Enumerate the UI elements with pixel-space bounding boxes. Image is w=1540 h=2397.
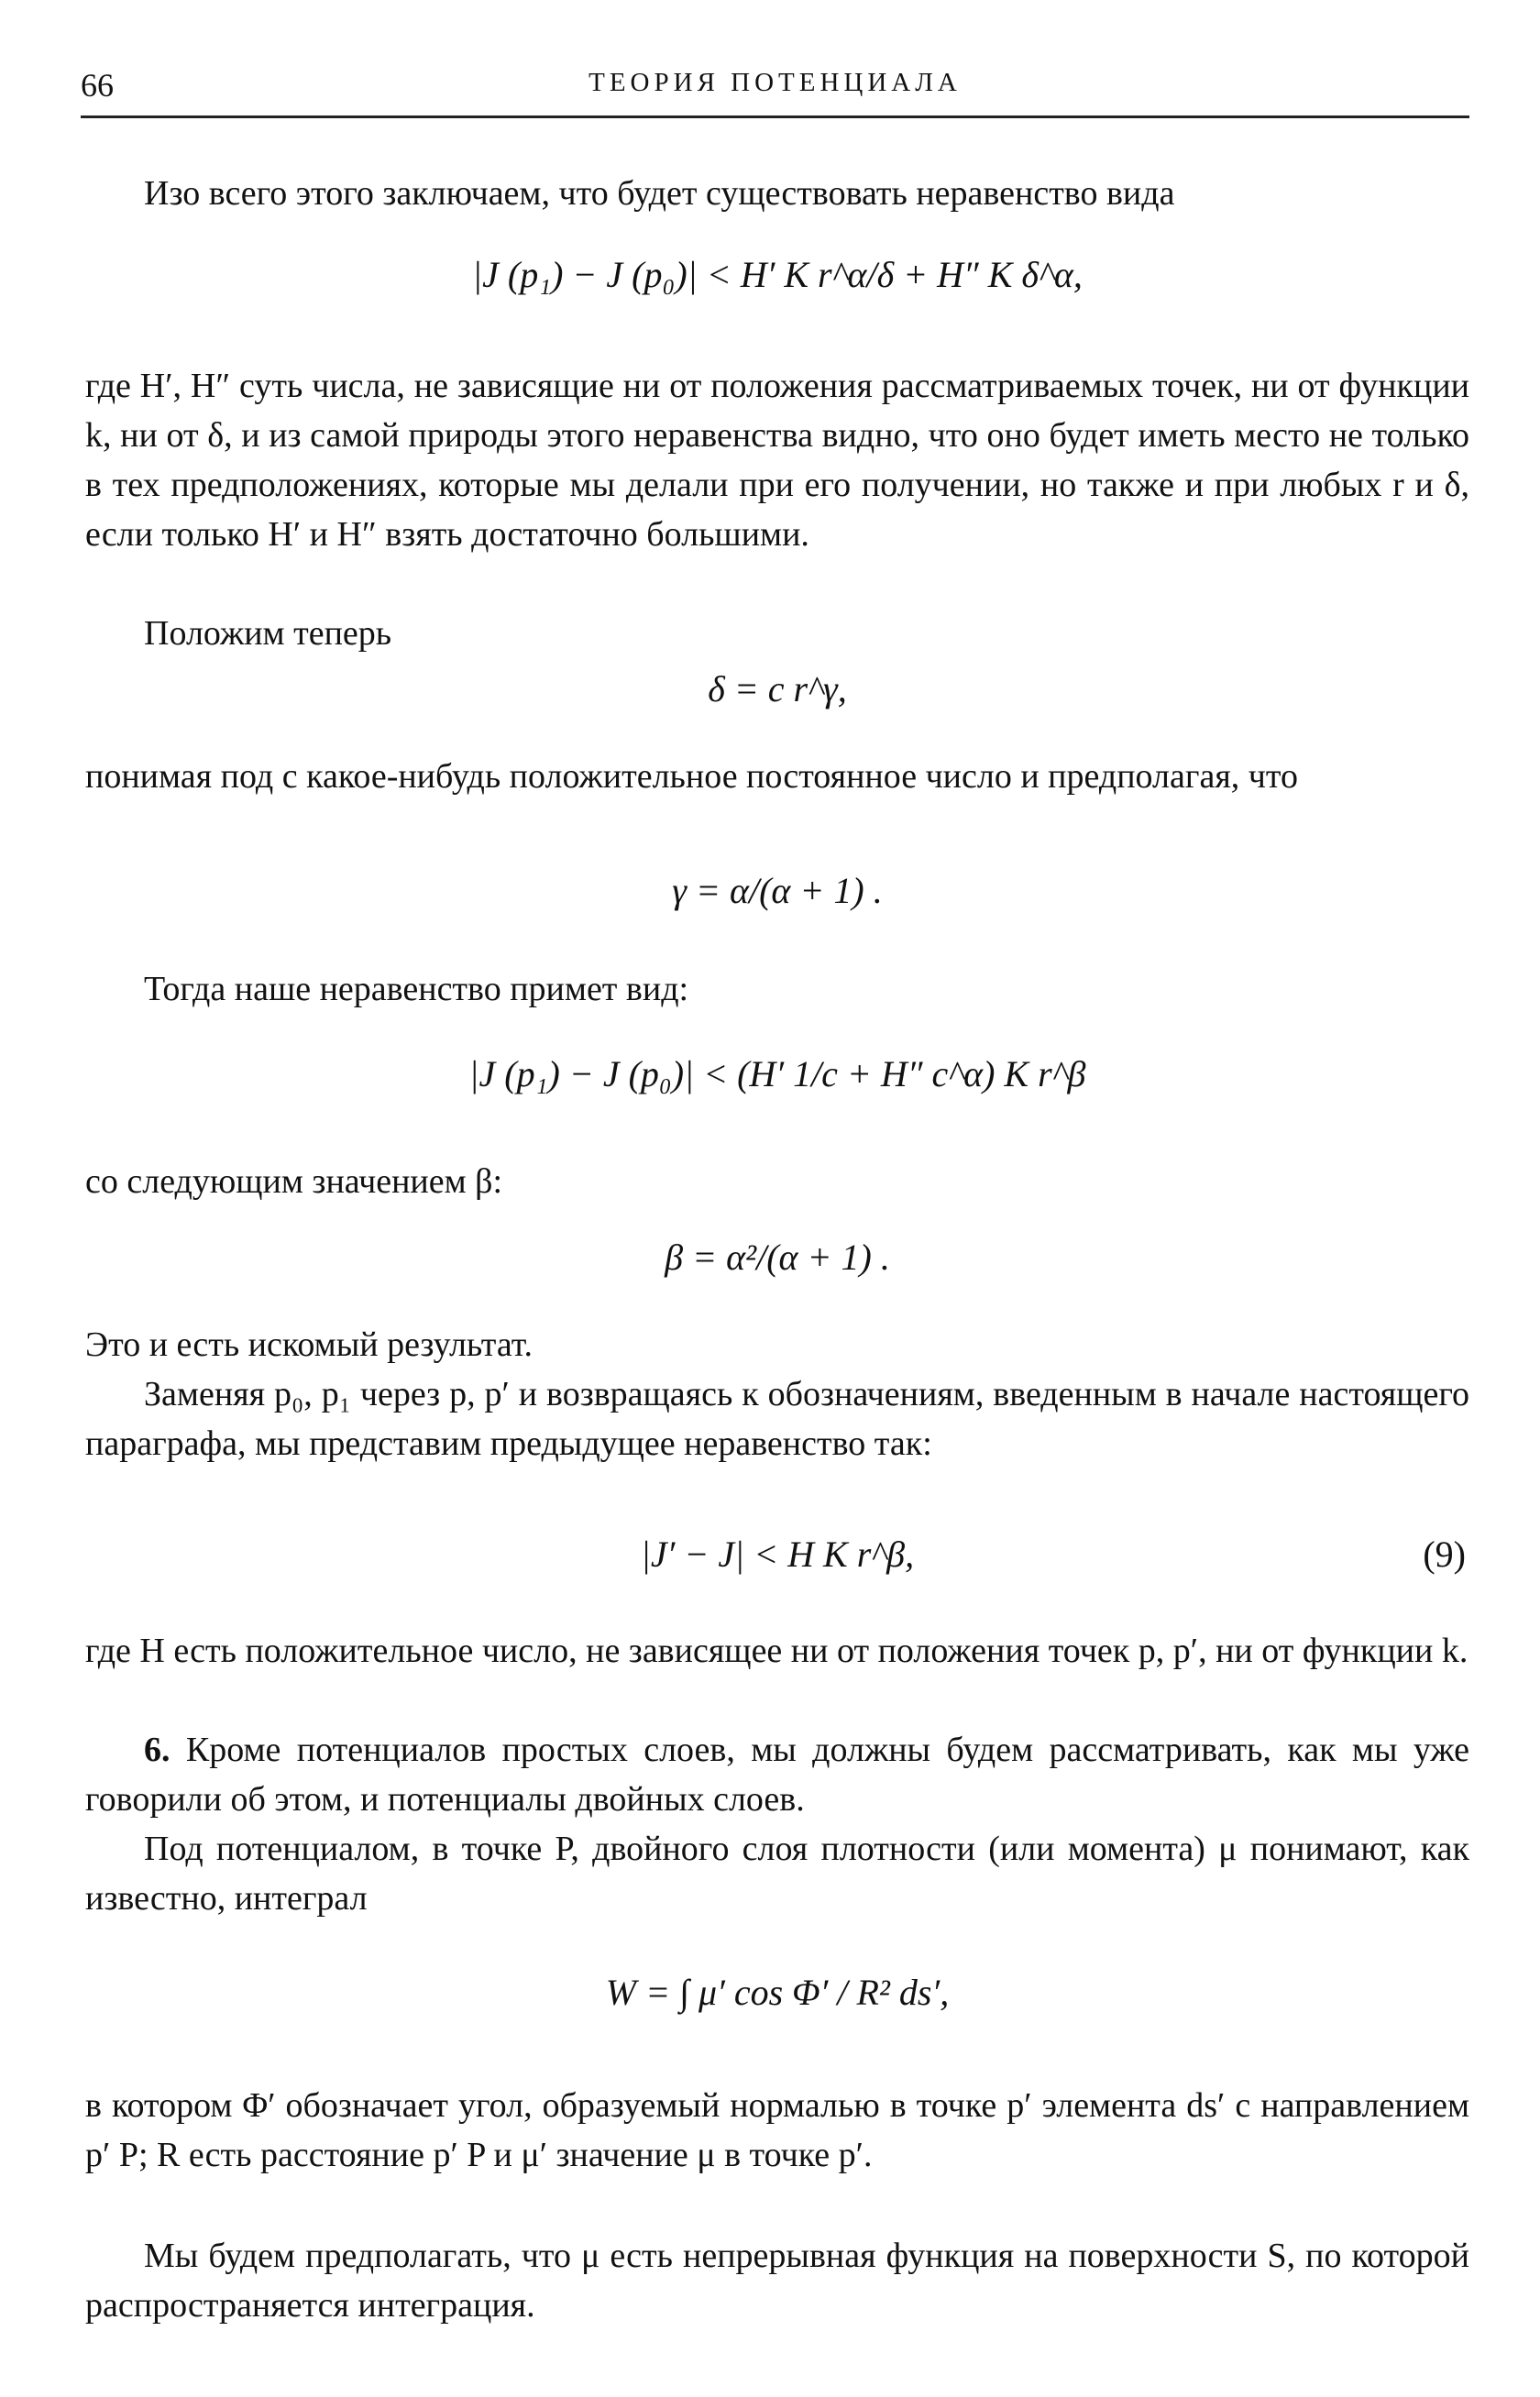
equation-4: |J (p₁) − J (p₀)| < (H′ 1/c + H″ c^α) K r^β <box>468 1053 1086 1094</box>
header-rule <box>81 115 1469 118</box>
paragraph-5: Тогда наше неравенство примет вид: <box>144 970 689 1008</box>
paragraph-9: где H есть положительное число, не зависящее ни от положения точек p, p′, ни от функции k. <box>85 1632 1468 1670</box>
paragraph-11: Под потенциалом, в точке P, двойного слоя плотности (или момента) μ понимают, как известно, интеграл <box>85 1830 1469 1918</box>
equation-number: (9) <box>1423 1534 1466 1575</box>
section-number: 6. <box>144 1731 170 1769</box>
page-number: 66 <box>81 67 114 104</box>
paragraph-10-text: Кроме потенциалов простых слоев, мы должны будем рассматривать, как мы уже говорили об этом, и потенциалы двойных слоев. <box>85 1731 1469 1819</box>
equation-5: β = α²/(α + 1) . <box>665 1237 890 1278</box>
equation-1: |J (p₁) − J (p₀)| < H′ K r^α/δ + H″ K δ^α, <box>472 254 1083 295</box>
paragraph-3: Положим теперь <box>144 614 392 653</box>
equation-3: γ = α/(α + 1) . <box>672 870 883 911</box>
equation-6-formula: |J′ − J| < H K r^β, <box>640 1534 915 1575</box>
paragraph-2: где H′, H″ суть числа, не зависящие ни от положения рассматриваемых точек, ни от функции k, ни от δ, и из самой природы этого неравенства видно, что оно будет иметь место не только в тех предположениях, которые мы делали при его получении, но также и при любых r и δ, если только H′ и H″ взять достаточно большими. <box>85 367 1469 554</box>
paragraph-1: Изо всего этого заключаем, что будет существовать неравенство вида <box>144 174 1175 213</box>
paragraph-12: в котором Φ′ обозначает угол, образуемый нормалью в точке p′ элемента ds′ с направлением p′ P; R есть расстояние p′ P и μ′ значение μ в точке p′. <box>85 2086 1469 2174</box>
paragraph-6: со следующим значением β: <box>85 1162 503 1201</box>
equation-2: δ = c r^γ, <box>708 668 847 709</box>
equation-7: W = ∫ μ′ cos Φ′ / R² ds′, <box>605 1972 950 2013</box>
equation-6 <box>85 1533 1469 1597</box>
paragraph-10 <box>85 1725 1469 1824</box>
paragraph-8: Заменяя p₀, p₁ через p, p′ и возвращаясь к обозначениям, введенным в начале настоящего параграфа, мы представим предыдущее неравенство так: <box>85 1375 1469 1463</box>
running-title: ТЕОРИЯ ПОТЕНЦИАЛА <box>588 68 962 97</box>
page-header <box>81 66 1469 114</box>
paragraph-4: понимая под c какое-нибудь положительное постоянное число и предполагая, что <box>85 757 1299 796</box>
paragraph-7: Это и есть искомый результат. <box>85 1325 533 1364</box>
paragraph-13: Мы будем предполагать, что μ есть непрерывная функция на поверхности S, по которой распространяется интеграция. <box>85 2237 1469 2325</box>
